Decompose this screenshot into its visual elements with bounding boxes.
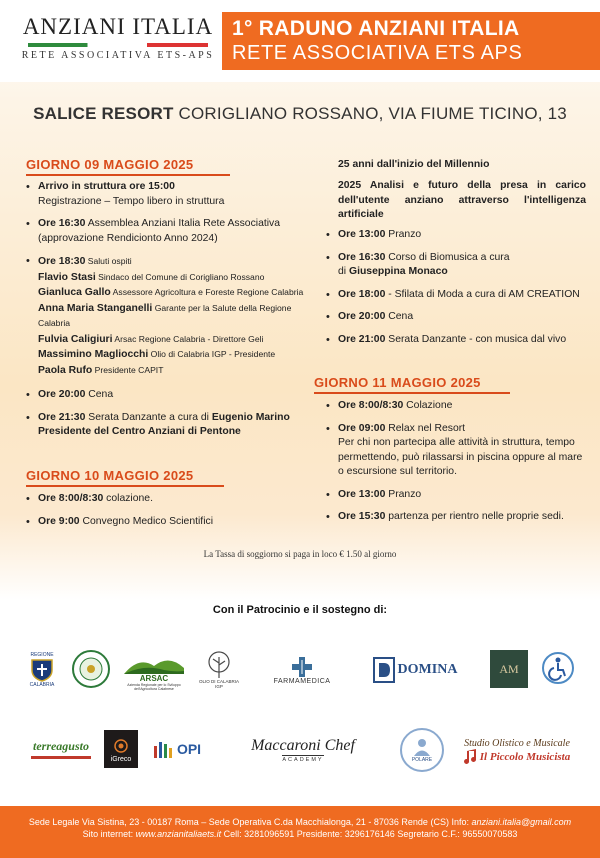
list-item: • Ore 21:30 Serata Danzante a cura di Eugenio Marino Presidente del Centro Anziani di Pentone: [26, 411, 306, 440]
day2-title: GIORNO 10 MAGGIO 2025: [26, 468, 194, 483]
header: [0, 0, 600, 82]
polare-logo: POLARE: [400, 728, 444, 772]
list-item: • Ore 16:30 Corso di Biomusica a cura di Giuseppina Monaco: [326, 251, 588, 280]
convegno-topic-1: 25 anni dall'inizio del Millennio: [338, 159, 490, 170]
day3-title: GIORNO 11 MAGGIO 2025: [314, 375, 481, 390]
domina-logo: DOMINA: [360, 650, 470, 690]
patronage-title: Con il Patrocinio e il sostegno di:: [212, 604, 388, 616]
polar-figure-icon: [410, 737, 434, 757]
venue-place: CORIGLIANO ROSSANO, VIA FIUME TICINO, 13: [178, 104, 567, 123]
accessibility-logo: [540, 650, 576, 686]
medical-cross-icon: [291, 656, 313, 678]
opi-bars-icon: [153, 738, 175, 760]
day1-underline: [26, 174, 230, 176]
maccaroni-chef-logo: Maccaroni Chef ACADEMY: [251, 737, 355, 763]
list-item: • Arrivo in struttura ore 15:00 Registrazione – Tempo libero in struttura: [26, 180, 306, 209]
day2-list-right: [326, 228, 588, 355]
convegno-topic-2: 2025 Analisi e futuro della presa in carico dell'utente anziano attraverso l'intelligenza artificiale: [338, 180, 586, 220]
footer: [0, 806, 600, 858]
list-item: • Ore 18:30 Saluti ospiti Flavio Stasi Sindaco del Comune di Corigliano Rossano Gianluca Gallo Assessore Agricoltura e Foreste Regione Calabria Anna Maria Stanganelli Garante per la Salute della Regione Calabria Fulvia Caligiuri Arsac Regione Calabria - Direttore Geli Massimino Magliocchi Olio di Calabria IGP - Presidente Paola Rufo Presidente CAPIT: [26, 254, 306, 378]
logo-title: ANZIANI ITALIA: [22, 14, 214, 39]
list-item: • Ore 21:00 Serata Danzante - con musica dal vivo: [326, 333, 588, 348]
list-item: • Ore 8:00/8:30 Colazione: [326, 399, 588, 414]
day2-underline: [26, 485, 224, 487]
footer-email-link[interactable]: anziani.italia@gmail.com: [471, 817, 572, 827]
italian-flag-stripe: [28, 43, 208, 47]
venue-name: SALICE RESORT: [33, 104, 174, 123]
event-banner: [222, 12, 600, 70]
seal-logo: [70, 648, 112, 690]
piccolo-musicista-row: Il Piccolo Musicista: [464, 749, 570, 765]
logo-subtitle: RETE ASSOCIATIVA ETS-APS: [21, 50, 215, 61]
terreagusto-underline: [31, 756, 91, 759]
list-item: • Ore 18:00 - Sfilata di Moda a cura di AM CREATION: [326, 288, 588, 303]
list-item: • Ore 15:30 partenza per rientro nelle proprie sedi.: [326, 510, 588, 525]
venue-line: [0, 104, 600, 124]
opi-logo: OPI: [148, 734, 206, 764]
tax-note: La Tassa di soggiorno si paga in loco € 1.50 al giorno: [203, 549, 397, 559]
list-item: • Ore 20:00 Cena: [326, 310, 588, 325]
footer-site-link[interactable]: www.anzianitaliaets.it: [135, 829, 222, 839]
banner-subtitle: RETE ASSOCIATIVA ETS APS: [232, 42, 523, 64]
list-item: • Ore 13:00 Pranzo: [326, 228, 588, 243]
list-item: • Ore 9:00 Convegno Medico Scientifici: [26, 515, 306, 530]
am-creation-logo: AM: [490, 650, 528, 688]
list-item: • Ore 09:00 Relax nel Resort Per chi non partecipa alle attività in struttura, tempo permettendo, può rilassarsi in piscina oppure al mare o escursione sul territorio.: [326, 422, 588, 480]
list-item: • Ore 13:00 Pranzo: [326, 488, 588, 503]
wheelchair-icon: [541, 651, 575, 685]
day3-underline: [314, 392, 510, 394]
anziani-italia-logo: [18, 14, 218, 74]
banner-title: 1° RADUNO ANZIANI ITALIA: [232, 17, 520, 40]
list-item: • Ore 8:00/8:30 colazione.: [26, 492, 306, 507]
domina-d-icon: [373, 657, 395, 683]
arsac-logo: ARSAC Azienda Regionale per lo Sviluppo dell'Agricoltura Calabrese: [122, 648, 186, 696]
footer-line-1: Sede Legale Via Sistina, 23 - 00187 Roma – Sede Operativa C.da Macchialonga, 21 - 87036 Rende (CS) Info: anziani.italia@gmail.com: [28, 817, 572, 827]
round-seal-icon: [71, 649, 111, 689]
regione-shield-icon: [30, 658, 54, 682]
day1-title: GIORNO 09 MAGGIO 2025: [26, 157, 194, 172]
footer-line-2: Sito internet: www.anzianitaliaets.it Cell: 3281096591 Presidente: 3296176146 Segretario C.F.: 96550070583: [82, 829, 518, 839]
list-item: • Ore 16:30 Assemblea Anziani Italia Rete Associativa (approvazione Rendicionto Anno 2024): [26, 217, 306, 246]
olio-calabria-logo: OLIO DI CALABRIA IGP: [196, 648, 242, 692]
farmamedica-logo: FARMAMEDICA: [262, 650, 342, 690]
studio-olistico-logo: Studio Olistico e Musicale Il Piccolo Musicista: [464, 737, 571, 763]
sun-emblem-icon: [111, 736, 131, 756]
terreagusto-logo: terreagusto: [24, 728, 98, 770]
igreco-logo: iGreco: [104, 730, 138, 768]
olive-tree-icon: [204, 651, 234, 679]
day2-list-left: [26, 492, 306, 537]
day1-list: [26, 180, 306, 448]
list-item: • Ore 20:00 Cena: [26, 388, 306, 403]
regione-calabria-logo: REGIONE CALABRIA: [29, 652, 55, 688]
music-note-icon: [464, 749, 478, 765]
day3-list: [326, 399, 588, 533]
arsac-hills-icon: [124, 654, 184, 674]
